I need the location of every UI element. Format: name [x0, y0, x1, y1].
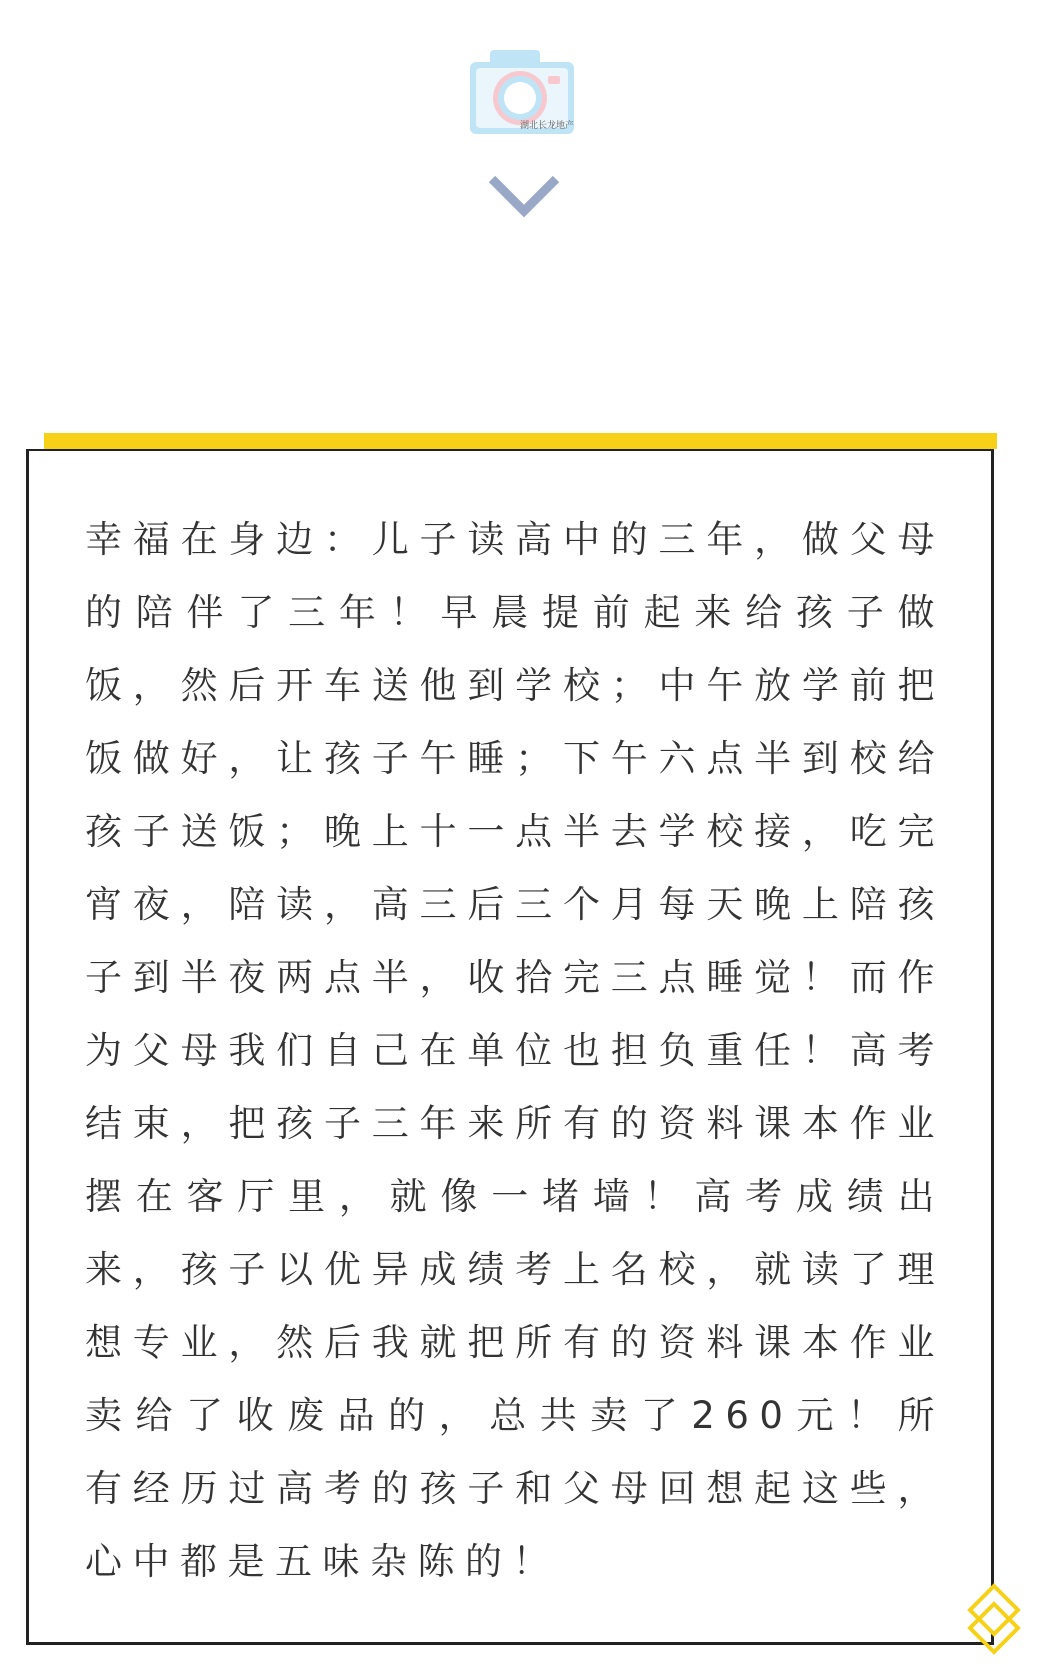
watermark-text: 湖北长龙地产	[520, 121, 575, 131]
accent-bar	[44, 433, 997, 449]
article-paragraph: 幸福在身边：儿子读高中的三年，做父母的陪伴了三年！早晨提前起来给孩子做饭，然后开车送他到学校；中午放学前把饭做好，让孩子午睡；下午六点半到校给孩子送饭；晚上十一点半去学校接，吃完宵夜，陪读，高三后三个月每天晚上陪孩子到半夜两点半，收拾完三点睡觉！而作为父母我们自己在单位也担负重任！高考结束，把孩子三年来所有的资料课本作业摆在客厅里，就像一堵墙！高考成绩出来，孩子以优异成绩考上名校，就读了理想专业，然后我就把所有的资料课本作业卖给了收废品的，总共卖了260元！所有经历过高考的孩子和父母回想起这些，心中都是五味杂陈的！	[85, 518, 945, 1583]
diamond-ornament-icon	[966, 1582, 1022, 1656]
chevron-down-icon	[488, 175, 560, 221]
article-box	[26, 449, 994, 1645]
